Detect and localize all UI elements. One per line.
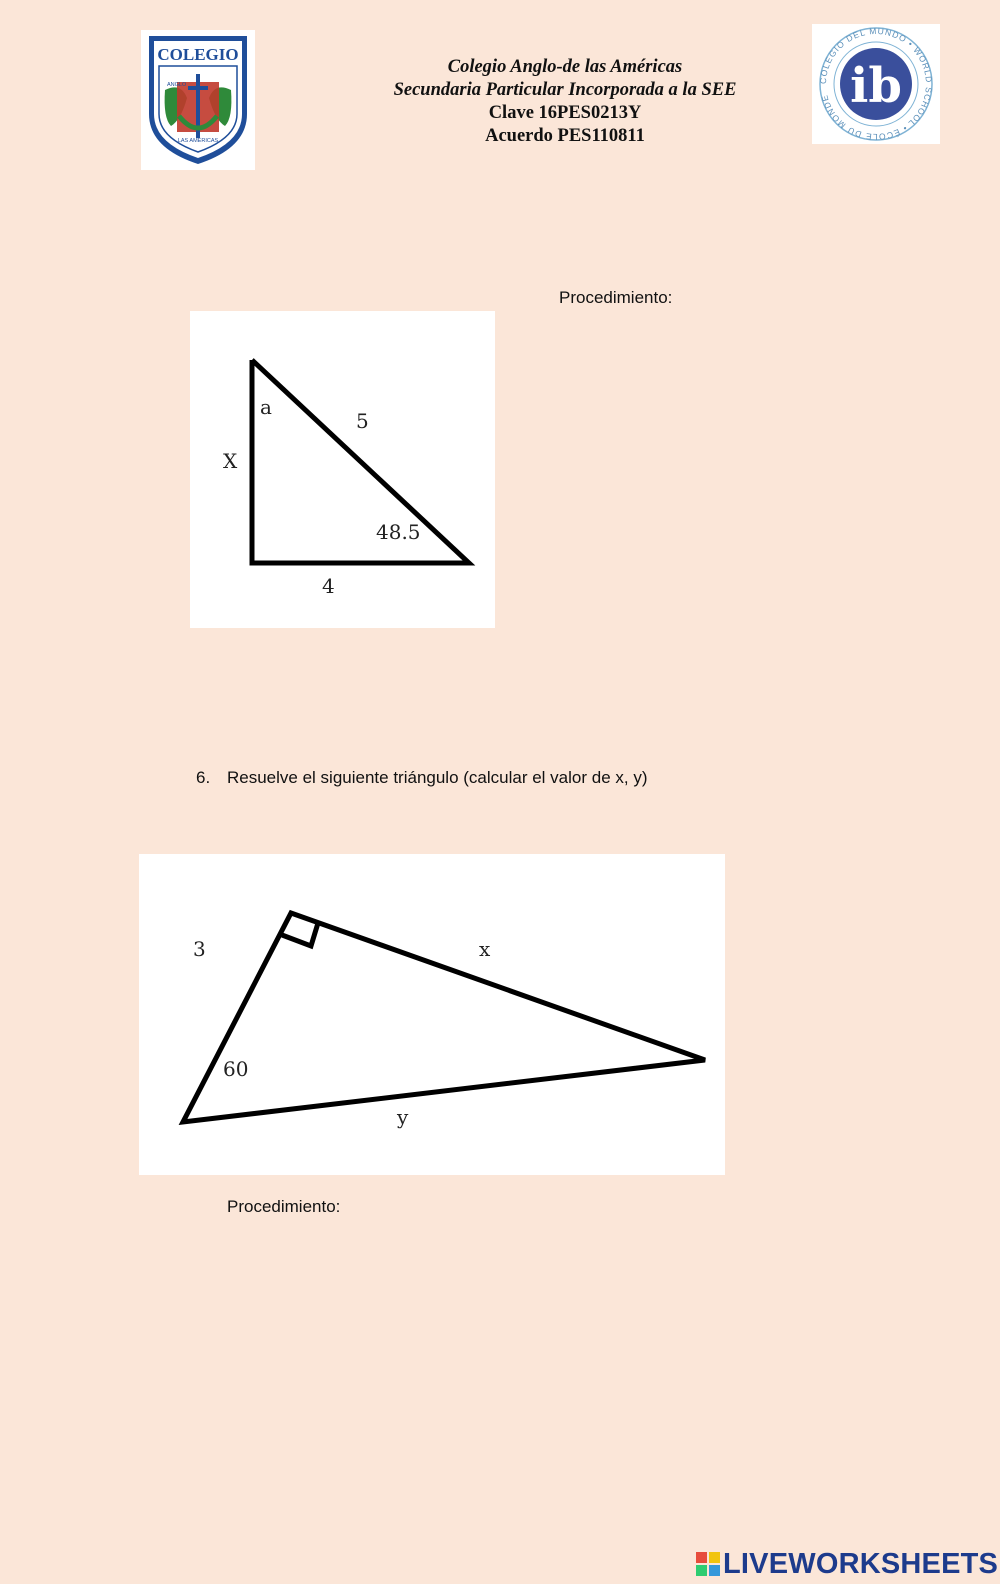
colegio-shield-icon — [141, 30, 255, 170]
triangle-1-angle-value: 48.5 — [376, 520, 421, 544]
procedure-label-1: Procedimiento: — [559, 288, 673, 307]
ib-world-school-icon — [812, 24, 940, 144]
school-incorporation: Secundaria Particular Incorporada a la SEE — [393, 80, 737, 100]
svg-text:COLEGIO: COLEGIO — [157, 45, 239, 64]
procedure-label-2: Procedimiento: — [227, 1197, 341, 1216]
triangle-figure-1 — [190, 311, 495, 628]
question-6-text: Resuelve el siguiente triángulo (calcular el valor de x, y) — [227, 768, 648, 787]
triangle-1-angle-a: a — [260, 395, 272, 419]
triangle-2-outline — [183, 913, 705, 1122]
triangle-2-long-leg: x — [479, 937, 491, 961]
school-agreement: Acuerdo PES110811 — [485, 126, 645, 146]
school-name: Colegio Anglo-de las Américas — [447, 57, 683, 77]
triangle-1-side-x: X — [223, 449, 238, 473]
question-6-number: 6. — [196, 768, 211, 787]
triangle-1-outline — [252, 360, 469, 563]
triangle-2-right-angle-mark — [282, 923, 318, 946]
triangle-figure-2 — [139, 854, 725, 1175]
triangle-2-hypotenuse: y — [397, 1105, 409, 1129]
question-6 — [196, 768, 647, 788]
school-clave: Clave 16PES0213Y — [488, 103, 642, 123]
svg-text:LAS AMÉRICAS: LAS AMÉRICAS — [177, 138, 219, 144]
svg-text:COLEGIO DEL MUNDO • WORLD SCHO: COLEGIO DEL MUNDO • WORLD SCHOOL • ÉCOLE DU MONDE — [817, 25, 935, 143]
svg-text:ib: ib — [850, 58, 902, 114]
colegio-logo — [141, 30, 255, 170]
svg-text:ANGLO: ANGLO — [167, 82, 187, 88]
triangle-1-hypotenuse: 5 — [356, 409, 369, 433]
liveworksheets-brand — [696, 1547, 998, 1581]
liveworksheets-wordmark: LIVEWORKSHEETS — [723, 1547, 999, 1580]
triangle-2-angle: 60 — [223, 1057, 249, 1081]
ib-logo — [812, 24, 940, 144]
triangle-2-short-leg: 3 — [193, 937, 206, 961]
liveworksheets-icon — [696, 1552, 720, 1576]
school-header — [360, 56, 770, 148]
triangle-1-base: 4 — [322, 574, 335, 598]
